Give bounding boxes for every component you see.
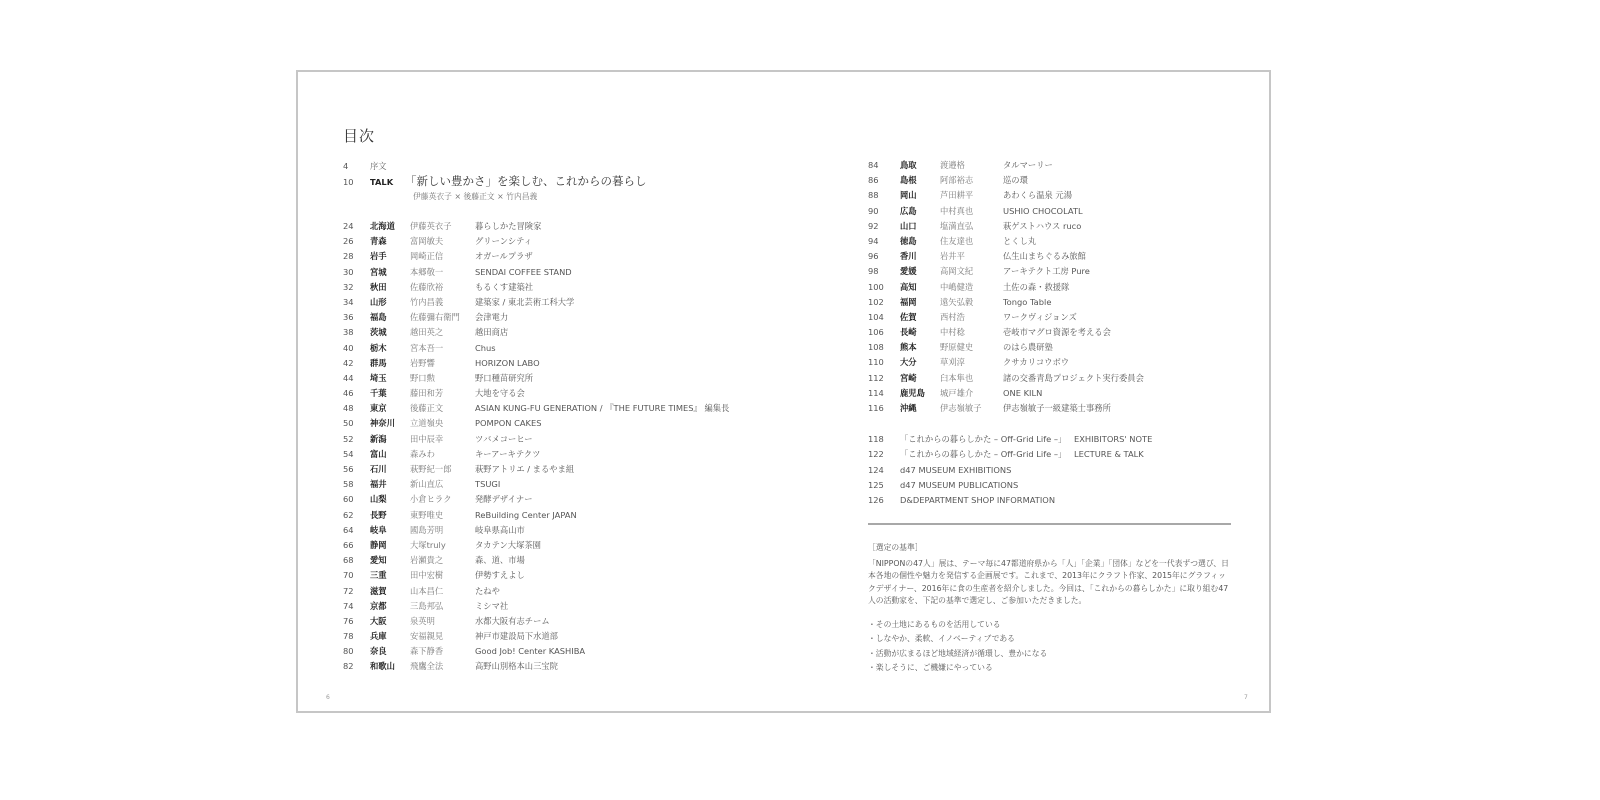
page-number: 50 <box>343 418 354 429</box>
toc-entry[interactable] <box>343 249 773 264</box>
page-number: 98 <box>868 266 879 277</box>
person-name: 西村浩 <box>940 311 965 322</box>
page-number: 94 <box>868 235 879 246</box>
prefecture-name: 佐賀 <box>900 311 917 322</box>
prefecture-name: 大阪 <box>370 615 387 626</box>
prefecture-name: 大分 <box>900 357 917 368</box>
toc-entry[interactable] <box>343 538 773 553</box>
person-name: 山本昌仁 <box>410 585 444 596</box>
toc-entry[interactable] <box>868 295 1233 310</box>
organization-name: アーキテクト工房 Pure <box>1003 266 1090 277</box>
toc-entry[interactable] <box>343 280 773 295</box>
person-name: 岩井平 <box>940 251 965 262</box>
page-number: 54 <box>343 448 354 459</box>
page-number: 82 <box>343 661 354 672</box>
criteria-body: 「NIPPONの47人」展は、テーマ毎に47都道府県から「人」「企業」「団体」などを一代表ずつ選び、日本各地の個性や魅力を発信する企画展です。これまで、2013年にクラフト作家、2015年にグラフィックデザイナー、2016年に食の生産者を紹介しました。今回は、「これからの暮らしかた」に取り組む47人の活動家を、下記の基準で選定し、ご参加いただきました。 <box>868 558 1229 605</box>
toc-entry[interactable] <box>343 568 773 583</box>
entry-title: D&DEPARTMENT SHOP INFORMATION <box>900 494 1056 505</box>
organization-name: 森、道、市場 <box>475 555 525 566</box>
person-name: 後藤正文 <box>410 403 444 414</box>
prefecture-name: 広島 <box>900 205 917 216</box>
toc-extras <box>868 432 1233 508</box>
organization-name: Tongo Table <box>1003 296 1052 307</box>
prefecture-name: 神奈川 <box>370 418 395 429</box>
prefecture-name: 埼玉 <box>370 372 387 383</box>
organization-name: クサカリコウボウ <box>1003 357 1070 368</box>
toc-entry[interactable] <box>868 219 1233 234</box>
organization-name: もるくす建築社 <box>475 281 534 292</box>
page-number-right: 7 <box>1244 694 1248 701</box>
prefecture-name: 山口 <box>900 220 917 231</box>
organization-name: ReBuilding Center JAPAN <box>475 509 577 520</box>
page-number: 68 <box>343 555 354 566</box>
toc-entry[interactable] <box>343 310 773 325</box>
prefecture-name: 宮城 <box>370 266 387 277</box>
page-number: 118 <box>868 434 884 445</box>
talk-label: TALK <box>370 177 394 187</box>
page-number: 28 <box>343 251 354 262</box>
entry-subtitle: LECTURE & TALK <box>1074 449 1144 460</box>
organization-name: 野口種苗研究所 <box>475 372 534 383</box>
prefecture-name: 千葉 <box>370 388 387 399</box>
prefecture-name: 群馬 <box>370 357 387 368</box>
toc-entry[interactable] <box>343 462 773 477</box>
entry-title: d47 MUSEUM EXHIBITIONS <box>900 464 1012 475</box>
organization-name: のはら農研塾 <box>1003 342 1053 353</box>
person-name: 藤田和芳 <box>410 388 444 399</box>
toc-entry[interactable] <box>868 310 1233 325</box>
person-name: 森下静香 <box>410 646 444 657</box>
page-number: 74 <box>343 600 354 611</box>
person-name: 新山直広 <box>410 479 444 490</box>
page-number: 92 <box>868 220 879 231</box>
prefecture-name: 高知 <box>900 281 917 292</box>
toc-entry[interactable] <box>868 401 1233 416</box>
person-name: 中嶋健造 <box>940 281 974 292</box>
prefecture-name: 富山 <box>370 448 387 459</box>
person-name: 富岡敏夫 <box>410 236 444 247</box>
organization-name: 諸の交番青島プロジェクト実行委員会 <box>1003 372 1144 383</box>
page-number: 102 <box>868 296 884 307</box>
toc-entry[interactable] <box>343 523 773 538</box>
organization-name: タカテン大塚茶園 <box>475 539 541 550</box>
person-name: 阿部裕志 <box>940 175 974 186</box>
organization-name: 萩野アトリエ / まるやま組 <box>475 464 575 474</box>
page-number: 108 <box>868 342 884 353</box>
prefecture-name: 鹿児島 <box>900 387 925 398</box>
prefecture-name: 滋賀 <box>370 585 387 596</box>
organization-name: 伊勢すえよし <box>475 570 525 581</box>
page-number: 46 <box>343 388 354 399</box>
page-number: 48 <box>343 403 354 414</box>
toc-entry[interactable] <box>868 234 1233 249</box>
entry-subtitle: EXHIBITORS' NOTE <box>1074 434 1153 445</box>
page-number: 124 <box>868 464 884 475</box>
toc-entry[interactable] <box>343 584 773 599</box>
page-number: 42 <box>343 357 354 368</box>
page-number: 32 <box>343 281 354 292</box>
prefecture-name: 香川 <box>900 251 917 262</box>
criteria-bullet: ・その土地にあるものを活用している <box>868 619 1001 629</box>
prefecture-name: 静岡 <box>370 539 387 550</box>
prefecture-name: 京都 <box>370 600 387 611</box>
toc-entry[interactable] <box>868 188 1233 203</box>
organization-name: USHIO CHOCOLATL <box>1003 205 1083 216</box>
toc-entry[interactable] <box>343 234 773 249</box>
prefecture-name: 青森 <box>370 236 387 247</box>
organization-name: 越田商店 <box>475 327 509 338</box>
prefecture-name: 茨城 <box>370 327 387 338</box>
organization-name: 発酵デザイナー <box>475 494 533 505</box>
person-name: 東野唯史 <box>410 509 444 520</box>
organization-name: 壱岐市マグロ資源を考える会 <box>1003 327 1111 338</box>
person-name: 三島邦弘 <box>410 600 444 611</box>
page-number: 80 <box>343 646 354 657</box>
organization-name: 建築家 / 東北芸術工科大学 <box>475 296 575 307</box>
page-number: 116 <box>868 403 884 413</box>
organization-name: 岐阜県高山市 <box>475 524 525 535</box>
prefecture-name: 長崎 <box>900 327 917 338</box>
page-number: 114 <box>868 387 884 398</box>
prefecture-name: 山形 <box>370 296 387 307</box>
page-number: 60 <box>343 494 354 505</box>
page-number: 58 <box>343 479 354 490</box>
page-number: 125 <box>868 479 884 490</box>
person-name: 塩満直弘 <box>940 220 974 231</box>
toc-entry[interactable] <box>868 173 1233 188</box>
toc-entry[interactable] <box>868 249 1233 264</box>
page-title: 目次 <box>343 127 376 145</box>
organization-name: グリーンシティ <box>475 236 533 247</box>
organization-name: あわくら温泉 元湯 <box>1003 190 1073 201</box>
organization-name: とくし丸 <box>1003 235 1037 246</box>
toc-extra-entry[interactable] <box>868 463 1233 478</box>
page-number: 40 <box>343 342 354 353</box>
toc-entry[interactable] <box>868 355 1233 370</box>
person-name: 岡崎正信 <box>410 251 444 262</box>
toc-entry[interactable] <box>343 477 773 492</box>
prefecture-name: 福島 <box>370 312 387 323</box>
organization-name: 大地を守る会 <box>475 388 525 399</box>
prefecture-name: 山梨 <box>370 494 387 505</box>
organization-name: POMPON CAKES <box>475 418 542 429</box>
page-number: 72 <box>343 585 354 596</box>
organization-name: ミシマ社 <box>475 600 509 611</box>
criteria-bullet: ・楽しそうに、ご機嫌にやっている <box>868 663 993 672</box>
prefecture-name: 岩手 <box>370 251 387 262</box>
page-number: 30 <box>343 266 354 277</box>
page-number: 4 <box>343 161 349 171</box>
organization-name: 仏生山まちぐるみ旅館 <box>1003 251 1086 262</box>
person-name: 伊志嶺敏子 <box>940 403 982 413</box>
prefecture-name: 新潟 <box>370 433 387 444</box>
toc-entry[interactable] <box>343 659 773 674</box>
person-name: 中村真也 <box>940 205 974 216</box>
toc-entry[interactable] <box>343 401 773 416</box>
toc-entry[interactable] <box>868 264 1233 279</box>
prefecture-name: 三重 <box>370 570 387 581</box>
prefecture-name: 徳島 <box>900 235 917 246</box>
toc-entries-left <box>343 219 773 675</box>
talk-title: 「新しい豊かさ」を楽しむ、これからの暮らし <box>405 174 647 188</box>
page-number: 36 <box>343 312 354 323</box>
toc-entry[interactable] <box>343 265 773 280</box>
organization-name: 伊志嶺敏子一級建築士事務所 <box>1003 403 1111 413</box>
toc-entry[interactable] <box>343 341 773 356</box>
toc-entry[interactable] <box>343 629 773 644</box>
page-number: 112 <box>868 372 884 383</box>
toc-entry[interactable] <box>868 325 1233 340</box>
toc-left-column <box>343 158 773 675</box>
toc-entry[interactable] <box>343 295 773 310</box>
book-spread <box>296 70 1271 713</box>
toc-entry[interactable] <box>343 386 773 401</box>
person-name: 國島芳明 <box>410 524 444 535</box>
prefecture-name: 宮崎 <box>900 372 917 383</box>
toc-entry[interactable] <box>343 432 773 447</box>
person-name: 田中辰幸 <box>410 433 444 444</box>
selection-criteria <box>868 542 1233 676</box>
criteria-bullets <box>868 618 1233 676</box>
person-name: 住友達也 <box>940 235 974 246</box>
person-name: 岩野響 <box>410 357 435 368</box>
person-name: 草刈淳 <box>940 357 965 368</box>
person-name: 小倉ヒラク <box>410 494 452 505</box>
intro-label: 序文 <box>370 161 387 171</box>
prefecture-name: 沖縄 <box>900 403 917 413</box>
organization-name: HORIZON LABO <box>475 357 540 368</box>
toc-entry[interactable] <box>343 371 773 386</box>
prefecture-name: 秋田 <box>370 281 387 292</box>
section-divider <box>868 523 1231 525</box>
person-name: 渡邉格 <box>940 160 965 170</box>
criteria-heading: ［選定の基準］ <box>868 543 923 552</box>
organization-name: SENDAI COFFEE STAND <box>475 266 572 277</box>
organization-name: TSUGI <box>475 479 501 490</box>
toc-entry[interactable] <box>343 325 773 340</box>
organization-name: オガールプラザ <box>475 251 533 262</box>
person-name: 安福親見 <box>410 631 444 642</box>
person-name: 遠矢弘毅 <box>940 296 974 307</box>
page-number: 70 <box>343 570 354 581</box>
prefecture-name: 北海道 <box>370 221 395 231</box>
person-name: 佐藤欣裕 <box>410 281 444 292</box>
toc-entry[interactable] <box>868 371 1233 386</box>
page-number: 76 <box>343 615 354 626</box>
prefecture-name: 岐阜 <box>370 524 387 535</box>
toc-entry[interactable] <box>343 553 773 568</box>
toc-entry[interactable] <box>868 204 1233 219</box>
organization-name: ASIAN KUNG-FU GENERATION / 『THE FUTURE TIMES』 編集長 <box>475 403 730 414</box>
toc-entry[interactable] <box>343 356 773 371</box>
person-name: 森みわ <box>410 448 435 459</box>
person-name: 野口勲 <box>410 372 435 383</box>
person-name: 萩野紀一郎 <box>410 464 452 474</box>
page-number: 10 <box>343 177 354 187</box>
page-number: 62 <box>343 509 354 520</box>
toc-entry[interactable] <box>343 219 773 234</box>
entry-title: 「これからの暮らしかた – Off-Grid Life –」 <box>900 434 1067 445</box>
person-name: 泉英明 <box>410 615 435 626</box>
organization-name: Good Job! Center KASHIBA <box>475 646 586 657</box>
organization-name: 神戸市建設局下水道部 <box>475 631 558 642</box>
person-name: 野原健史 <box>940 342 974 353</box>
page-number: 96 <box>868 251 879 262</box>
page-number: 90 <box>868 205 879 216</box>
person-name: 越田英之 <box>410 327 444 338</box>
toc-entry[interactable] <box>868 280 1233 295</box>
page-number: 52 <box>343 433 354 444</box>
prefecture-name: 福井 <box>370 479 387 490</box>
toc-entries-right <box>868 158 1233 416</box>
prefecture-name: 和歌山 <box>370 661 395 672</box>
prefecture-name: 兵庫 <box>370 631 387 642</box>
page-number: 64 <box>343 524 354 535</box>
prefecture-name: 岡山 <box>900 190 917 201</box>
person-name: 本郷敬一 <box>410 266 444 277</box>
organization-name: ONE KILN <box>1003 387 1043 398</box>
organization-name: キーアーキテクツ <box>475 448 541 459</box>
person-name: 佐藤彌右衛門 <box>410 312 460 323</box>
person-name: 城戸雄介 <box>940 387 974 398</box>
organization-name: 会津電力 <box>475 312 509 323</box>
toc-entry[interactable] <box>868 340 1233 355</box>
prefecture-name: 石川 <box>370 464 387 474</box>
organization-name: 巡の環 <box>1003 175 1028 186</box>
page-number: 44 <box>343 372 354 383</box>
prefecture-name: 島根 <box>900 175 917 186</box>
person-name: 臼本隼也 <box>940 372 974 383</box>
organization-name: 土佐の森・救援隊 <box>1003 281 1070 292</box>
toc-extra-entry[interactable] <box>868 447 1233 462</box>
organization-name: 暮らしかた冒険家 <box>475 221 542 231</box>
person-name: 立道嶺央 <box>410 418 444 429</box>
prefecture-name: 東京 <box>370 403 387 414</box>
page-number: 24 <box>343 221 354 231</box>
toc-entry[interactable] <box>343 644 773 659</box>
page-number: 88 <box>868 190 879 201</box>
toc-talk-row[interactable] <box>343 174 773 190</box>
entry-title: 「これからの暮らしかた – Off-Grid Life –」 <box>900 449 1067 460</box>
page-number: 104 <box>868 311 884 322</box>
prefecture-name: 熊本 <box>900 342 917 353</box>
person-name: 高岡文紀 <box>940 266 974 277</box>
page-number: 84 <box>868 160 879 170</box>
criteria-bullet: ・活動が広まるほど地域経済が循環し、豊かになる <box>868 648 1048 658</box>
page-number: 34 <box>343 296 354 307</box>
person-name: 飛鷹全法 <box>410 661 444 672</box>
toc-entry[interactable] <box>343 447 773 462</box>
page-number: 56 <box>343 464 354 474</box>
page-number: 100 <box>868 281 884 292</box>
prefecture-name: 愛知 <box>370 555 387 566</box>
person-name: 岩瀬貴之 <box>410 555 444 566</box>
prefecture-name: 奈良 <box>370 646 387 657</box>
page-number: 38 <box>343 327 354 338</box>
page-number: 110 <box>868 357 884 368</box>
page-number: 106 <box>868 327 884 338</box>
prefecture-name: 長野 <box>370 509 387 520</box>
organization-name: ツバメコーヒー <box>475 433 533 444</box>
prefecture-name: 愛媛 <box>900 266 917 277</box>
toc-entry[interactable] <box>343 416 773 431</box>
person-name: 竹内昌義 <box>410 296 444 307</box>
criteria-bullet: ・しなやか、柔軟、イノベーティブである <box>868 634 1015 643</box>
toc-entry[interactable] <box>868 158 1233 173</box>
toc-entry[interactable] <box>343 614 773 629</box>
toc-extra-entry[interactable] <box>868 493 1233 508</box>
organization-name: たねや <box>475 585 500 596</box>
talk-speakers: 伊藤英衣子 × 後藤正文 × 竹内昌義 <box>413 192 538 201</box>
prefecture-name: 鳥取 <box>900 160 917 170</box>
toc-entry[interactable] <box>343 599 773 614</box>
entry-title: d47 MUSEUM PUBLICATIONS <box>900 479 1019 490</box>
toc-entry[interactable] <box>343 492 773 507</box>
organization-name: 水都大阪有志チーム <box>475 615 550 626</box>
prefecture-name: 福岡 <box>900 296 917 307</box>
person-name: 伊藤英衣子 <box>410 221 452 231</box>
page-number-left: 6 <box>326 694 330 701</box>
toc-extra-entry[interactable] <box>868 478 1233 493</box>
person-name: 宮本吾一 <box>410 342 444 353</box>
page-number: 86 <box>868 175 879 186</box>
person-name: 田中宏樹 <box>410 570 444 581</box>
toc-extra-entry[interactable] <box>868 432 1233 447</box>
organization-name: ワークヴィジョンズ <box>1003 311 1077 322</box>
person-name: 芦田耕平 <box>940 190 974 201</box>
toc-entry[interactable] <box>868 386 1233 401</box>
page-number: 78 <box>343 631 354 642</box>
toc-right-column <box>868 158 1233 508</box>
person-name: 中村稔 <box>940 327 965 338</box>
organization-name: タルマーリー <box>1003 160 1053 170</box>
person-name: 大塚truly <box>410 539 446 550</box>
page-number: 126 <box>868 494 884 505</box>
toc-intro-row[interactable] <box>343 158 773 174</box>
page-number: 26 <box>343 236 354 247</box>
organization-name: 高野山別格本山三宝院 <box>475 661 558 672</box>
prefecture-name: 栃木 <box>370 342 387 353</box>
page-number: 122 <box>868 449 884 460</box>
page-number: 66 <box>343 539 354 550</box>
organization-name: 萩ゲストハウス ruco <box>1003 220 1082 231</box>
toc-entry[interactable] <box>343 508 773 523</box>
organization-name: Chus <box>475 342 496 353</box>
